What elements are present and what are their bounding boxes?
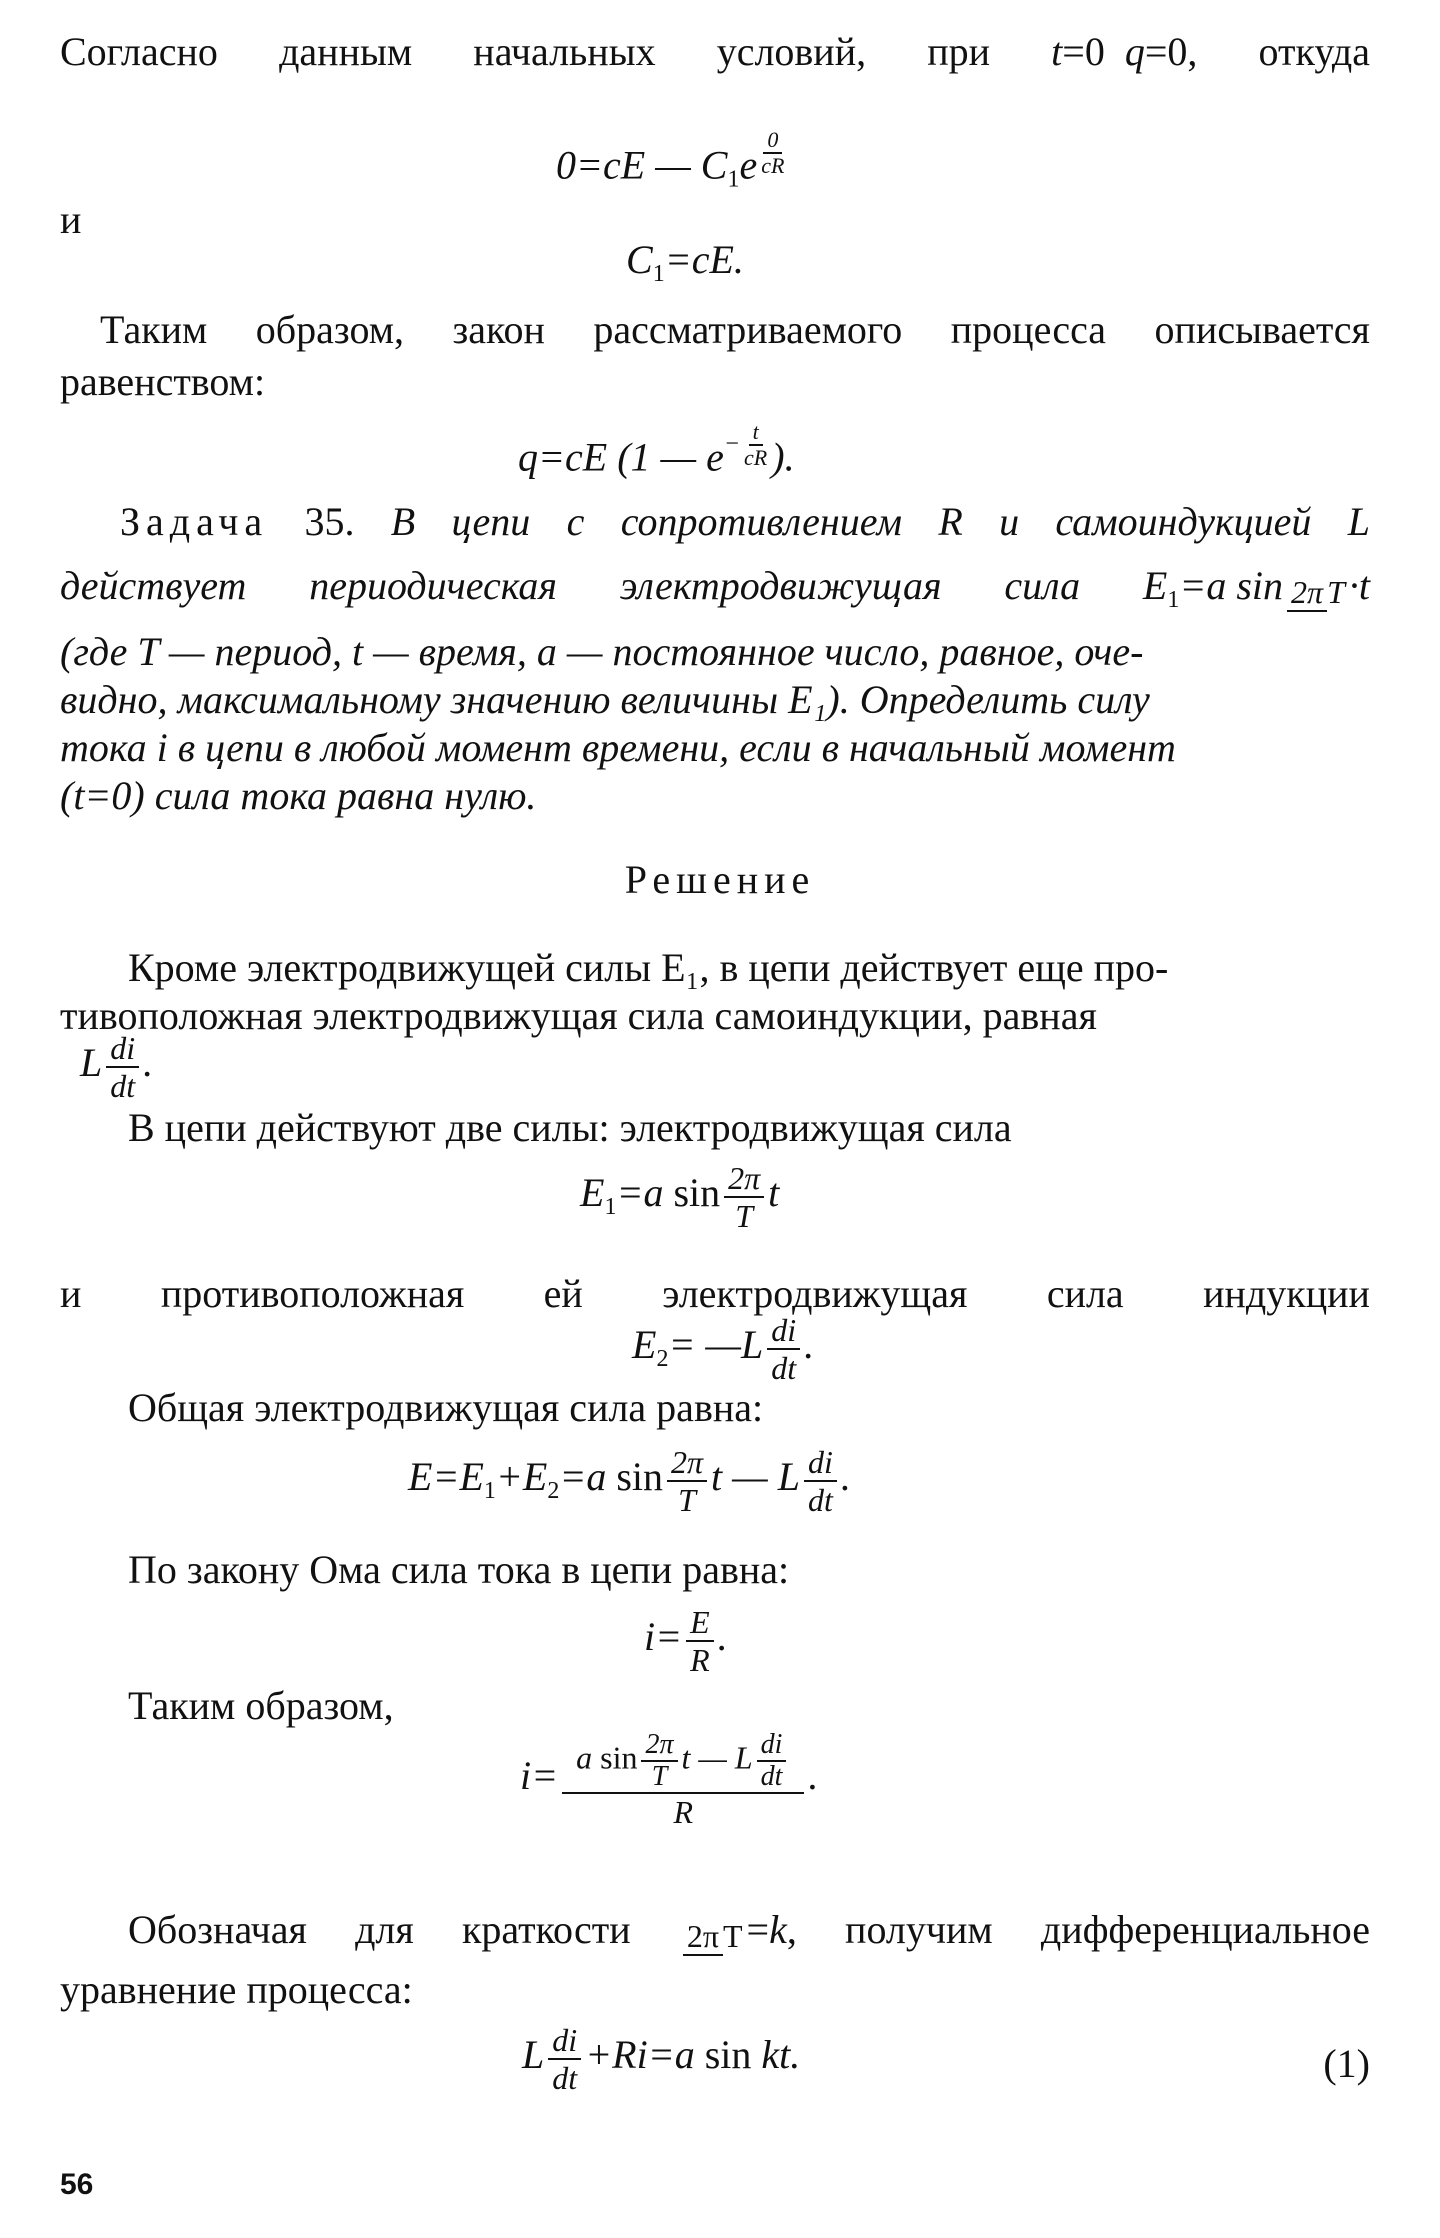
task-line-6: (t=0) сила тока равна нулю.	[60, 773, 537, 818]
equation-2: $C_1=cE$.	[626, 237, 744, 287]
solution-line-6: Общая электродвижущая сила равна:	[128, 1385, 764, 1430]
equation-8: i= a sin $\frac{2\pi}{T}$ t — L $\frac{di}{dt}$ R .	[520, 1729, 819, 1830]
task-line-4: видно, максимальному значению величины E₁). Определить силу	[60, 677, 1150, 722]
solution-line-1: Кроме электродвижущей силы E₁, в цепи действует еще про-	[128, 945, 1169, 990]
equation-3: q=cE (1 — $e^{- \frac{t}{cR}}$ ).	[518, 419, 795, 480]
text-line-2b: равенством:	[60, 359, 266, 404]
conjunction-and: и	[60, 197, 82, 242]
equation-9: L $\frac{di}{dt}$ +Ri=a sin kt.	[522, 2022, 801, 2096]
solution-line-8: Таким образом,	[128, 1683, 394, 1728]
text-line-2a: Таким образом, закон рассматриваемого процесса описывается	[100, 307, 1370, 352]
task-line-5: тока i в цепи в любой момент времени, если в начальный момент	[60, 725, 1176, 770]
solution-line-9: Обозначая для краткости 2π T =k, получим дифференциальное	[128, 1907, 1370, 1954]
section-heading: Решение	[624, 857, 816, 902]
equation-7: i= $\frac{E}{R}$ .	[644, 1604, 728, 1678]
task-line-2: действует периодическая электродвижущая сила E1=a sin 2π T ·t	[60, 563, 1370, 613]
equation-number: (1)	[1323, 2041, 1370, 2086]
task-line-3: (где T — период, t — время, a — постоянное число, равное, оче-	[60, 629, 1144, 674]
equation-4: $E_1=a$ sin $\frac{2\pi}{T}$ t	[580, 1160, 780, 1234]
equation-6: $E=E_1+E_2=a$ sin $\frac{2\pi}{T}$ t — L $\frac{di}{dt}$ .	[408, 1444, 851, 1518]
solution-line-4: В цепи действуют две силы: электродвижущая сила	[128, 1105, 1012, 1150]
task-line-1: Задача 35. В цепи с сопротивлением R и самоиндукцией L	[120, 499, 1370, 544]
solution-line-2: тивоположная электродвижущая сила самоиндукции, равная	[60, 993, 1097, 1038]
equation-1: 0=cE — $C_1e$ $^{\frac{0}{cR}}$	[556, 127, 785, 193]
solution-line-3: L $\frac{di}{dt}$ .	[80, 1030, 154, 1104]
page-number: 56	[60, 2168, 94, 2201]
text-line-1: Согласно данным начальных условий, при t=0 q=0, откуда	[60, 29, 1370, 74]
solution-line-5: и противоположная ей электродвижущая сила индукции	[60, 1271, 1370, 1316]
equation-5: $E_2=$ —L $\frac{di}{dt}$ .	[632, 1312, 815, 1386]
solution-line-10: уравнение процесса:	[60, 1967, 413, 2012]
solution-line-7: По закону Ома сила тока в цепи равна:	[128, 1547, 790, 1592]
